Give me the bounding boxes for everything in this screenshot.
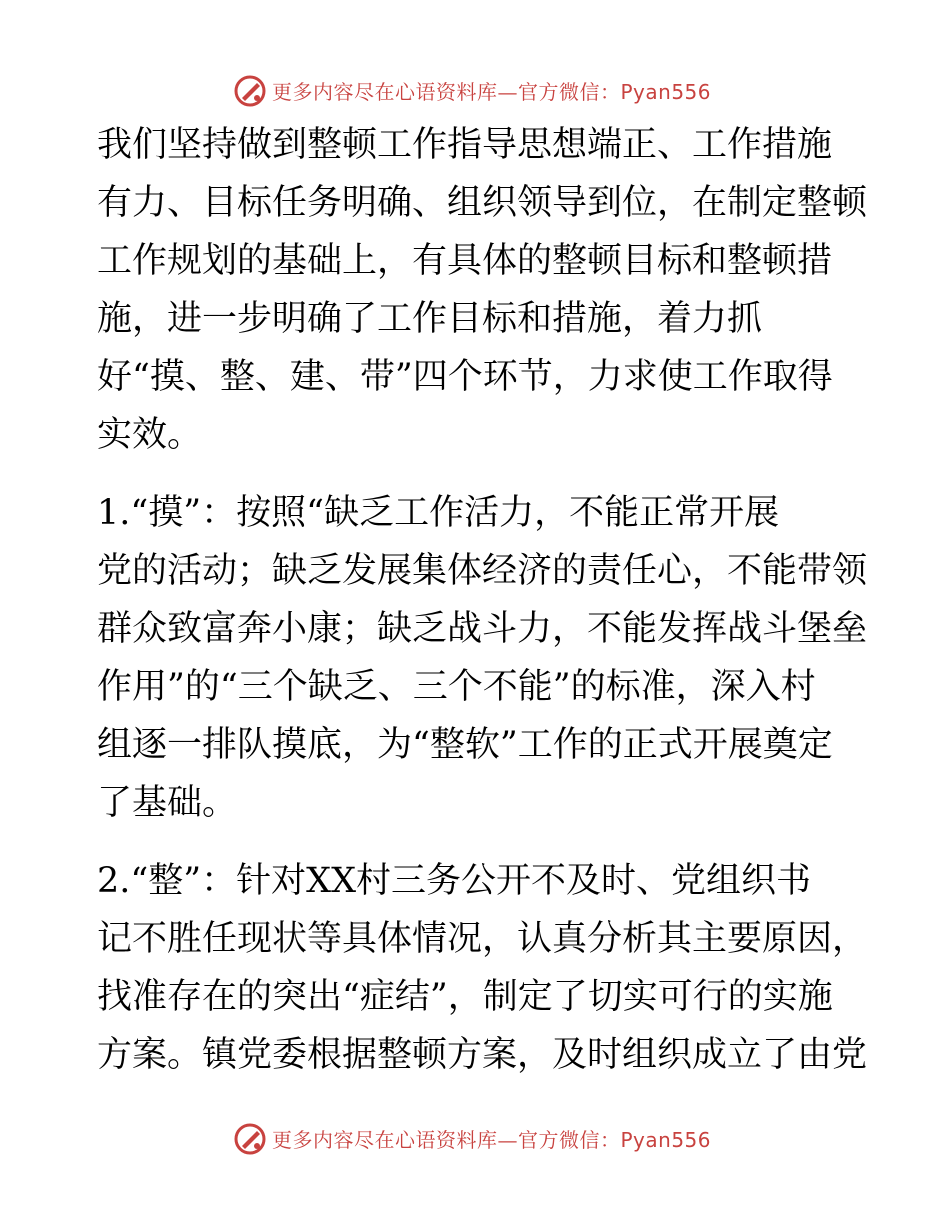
- text-line: 实效。: [97, 415, 203, 455]
- text-line: 2.“整”：针对XX村三务公开不及时、党组织书: [97, 861, 812, 901]
- text-line: 工作规划的基础上，有具体的整顿目标和整顿措: [97, 241, 833, 281]
- seal-logo-icon: [233, 1122, 267, 1156]
- text-line: 方案。镇党委根据整顿方案，及时组织成立了由党: [97, 1035, 868, 1075]
- text-line: 找准存在的突出“症结”，制定了切实可行的实施: [97, 977, 833, 1017]
- text-line: 组逐一排队摸底，为“整软”工作的正式开展奠定: [97, 725, 833, 765]
- header-watermark: [0, 70, 950, 110]
- text-line: 1.“摸”：按照“缺乏工作活力，不能正常开展: [97, 493, 780, 533]
- watermark-text: 更多内容尽在心语资料库—官方微信：Pyan556: [272, 1128, 712, 1152]
- watermark-text: 更多内容尽在心语资料库—官方微信：Pyan556: [272, 80, 712, 104]
- text-line: 群众致富奔小康；缺乏战斗力，不能发挥战斗堡垒: [97, 609, 868, 649]
- paragraph: [97, 484, 868, 832]
- text-line: 施，进一步明确了工作目标和措施，着力抓: [97, 299, 763, 339]
- footer-watermark: [0, 1118, 950, 1158]
- text-line: 记不胜任现状等具体情况，认真分析其主要原因，: [97, 919, 868, 959]
- seal-logo-icon: [233, 74, 267, 108]
- paragraph: [97, 116, 868, 464]
- paragraph: [97, 852, 868, 1084]
- text-line: 作用”的“三个缺乏、三个不能”的标准，深入村: [97, 667, 816, 707]
- document-body: [97, 116, 868, 1084]
- text-line: 我们坚持做到整顿工作指导思想端正、工作措施: [97, 125, 833, 165]
- text-line: 党的活动；缺乏发展集体经济的责任心，不能带领: [97, 551, 868, 591]
- text-line: 了基础。: [97, 783, 238, 823]
- text-line: 好“摸、整、建、带”四个环节，力求使工作取得: [97, 357, 833, 397]
- text-line: 有力、目标任务明确、组织领导到位，在制定整顿: [97, 183, 868, 223]
